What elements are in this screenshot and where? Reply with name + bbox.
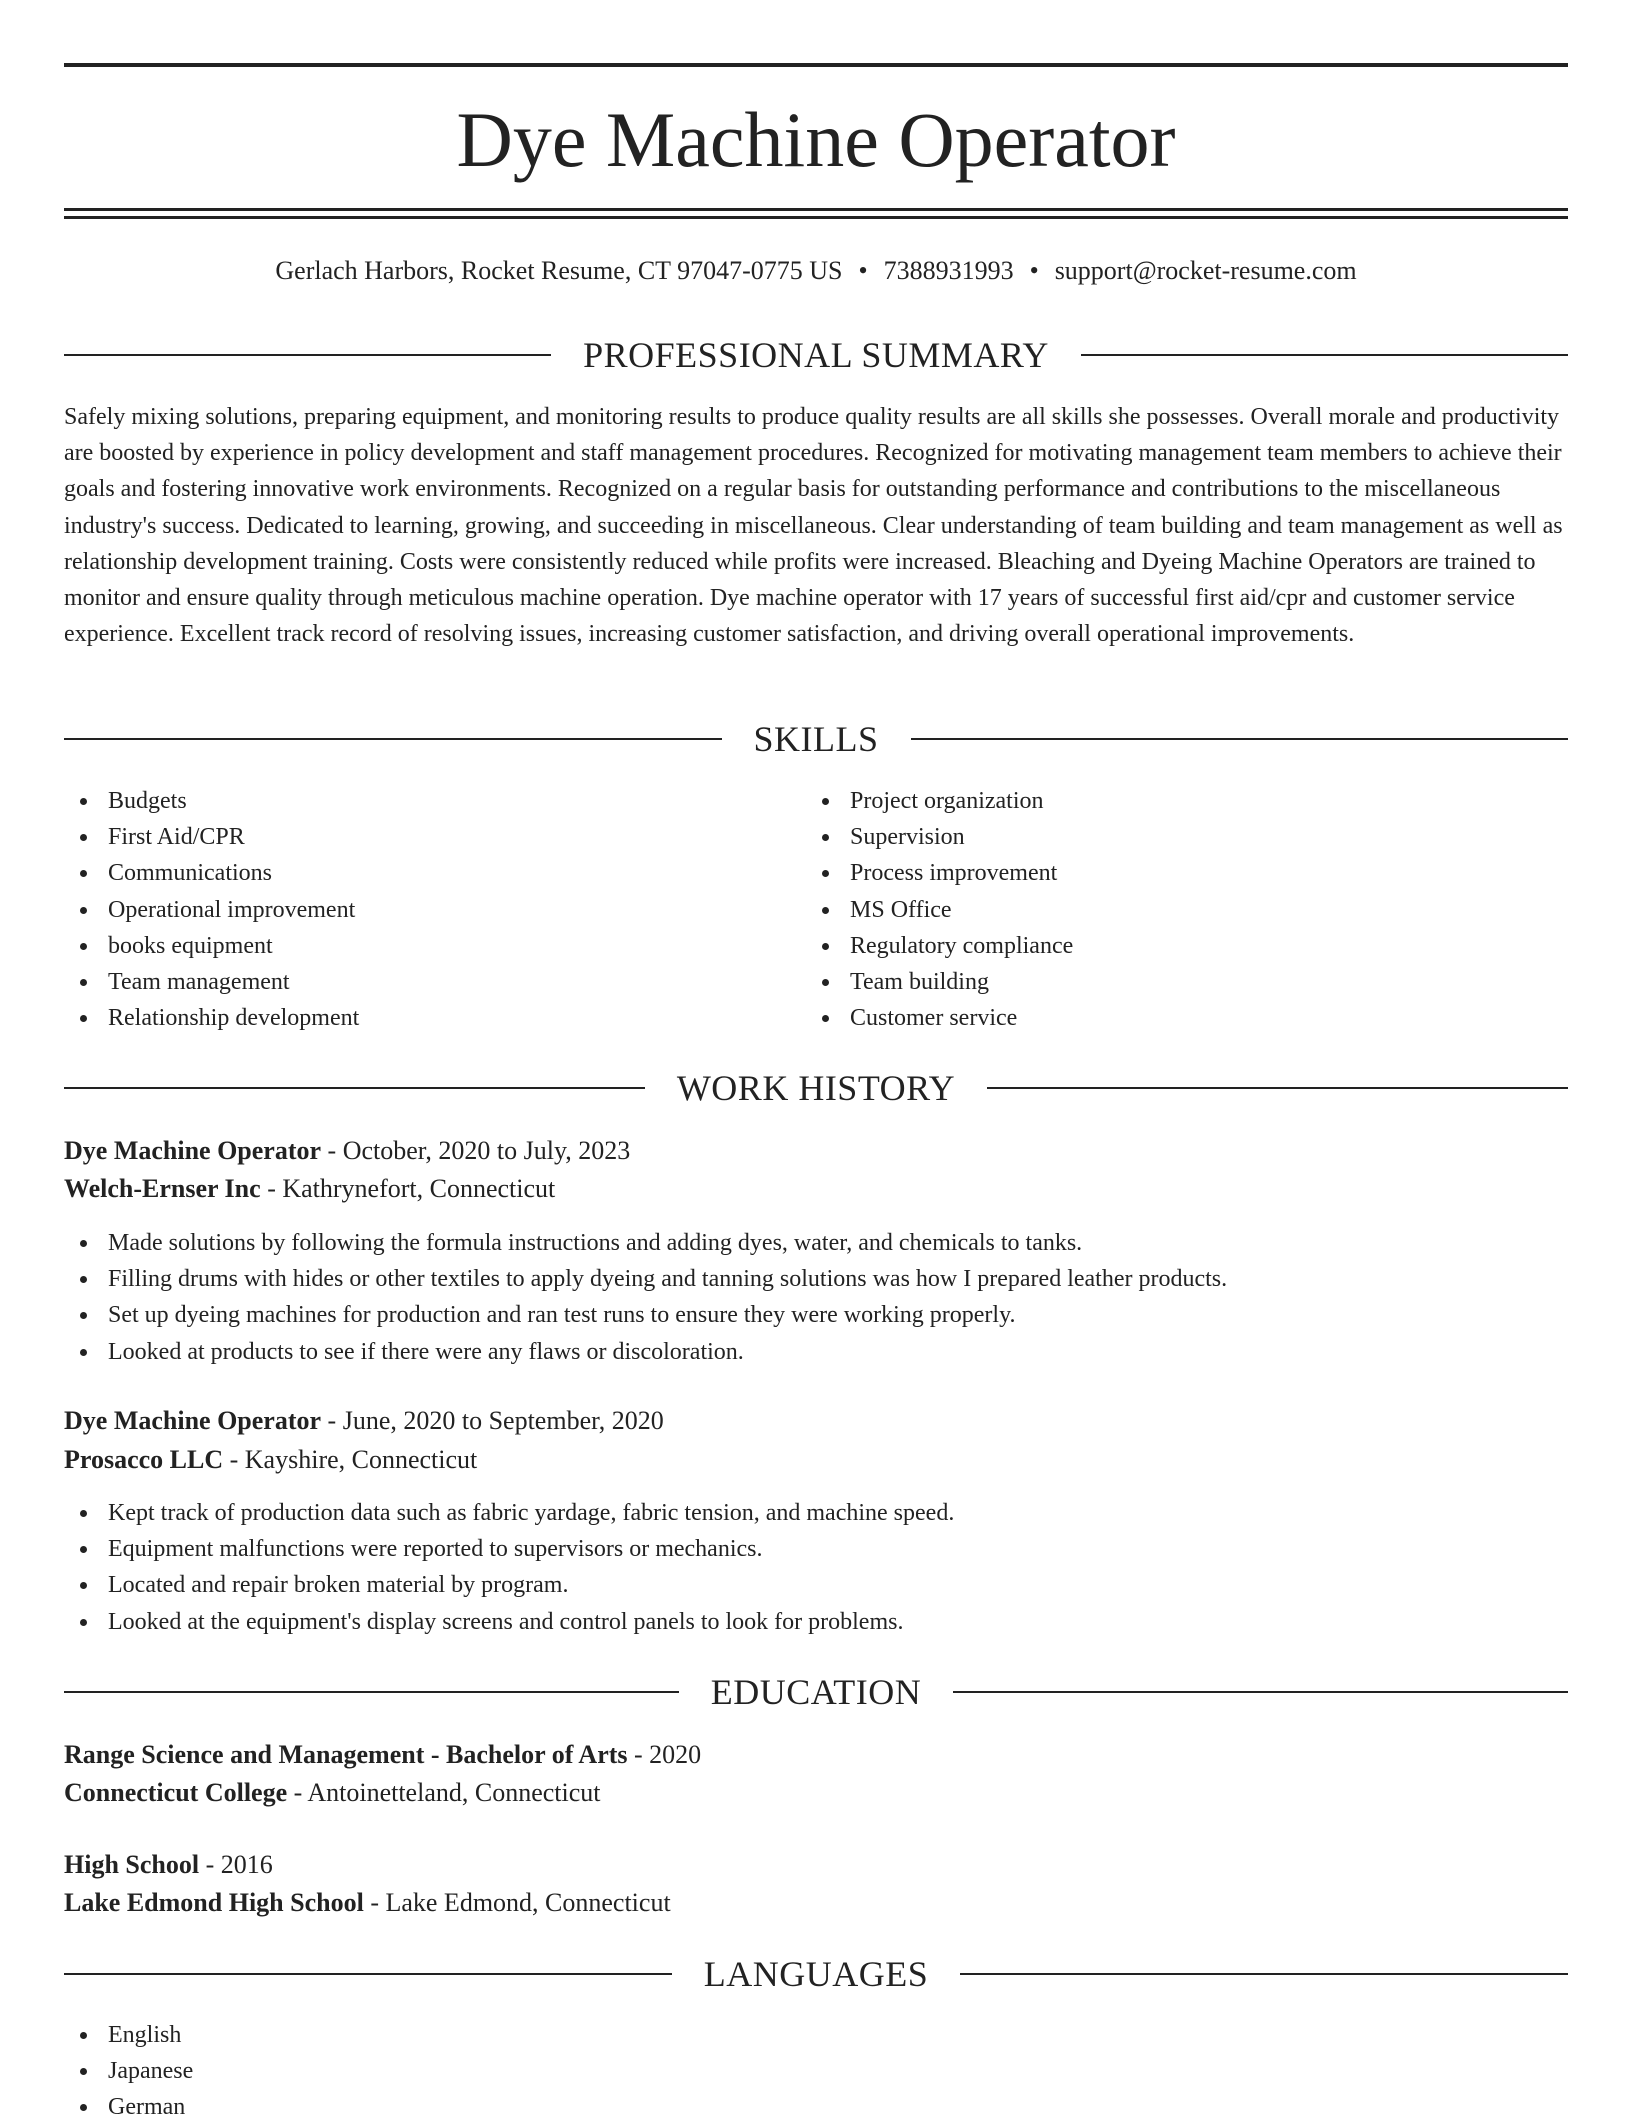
- section-title-education: EDUCATION: [710, 1672, 922, 1712]
- job-bullets: [64, 1495, 1568, 1640]
- section-rule: [1081, 354, 1568, 356]
- skill-item: Supervision: [806, 819, 1506, 855]
- job-location: - Kathrynefort, Connecticut: [260, 1174, 556, 1203]
- section-header-summary: [64, 333, 1568, 377]
- section-rule: [64, 1691, 679, 1693]
- skill-item: Project organization: [806, 783, 1506, 819]
- job-company-line: [64, 1170, 555, 1208]
- skills-list-right: [806, 783, 1506, 1036]
- job-company: Prosacco LLC: [64, 1445, 224, 1474]
- section-title-skills: SKILLS: [753, 719, 879, 759]
- section-rule: [64, 738, 722, 740]
- education-school: Lake Edmond High School: [64, 1888, 364, 1917]
- section-rule: [953, 1691, 1568, 1693]
- education-school: Connecticut College: [64, 1778, 288, 1807]
- skill-item: Budgets: [64, 783, 764, 819]
- section-header-work: [64, 1066, 1568, 1110]
- job-company: Welch-Ernser Inc: [64, 1174, 261, 1203]
- section-rule: [64, 354, 551, 356]
- education-location: - Antoinetteland, Connecticut: [287, 1778, 601, 1807]
- skill-item: Process improvement: [806, 855, 1506, 891]
- section-rule: [911, 738, 1569, 740]
- education-year: - 2020: [627, 1740, 702, 1769]
- skills-list-left: [64, 783, 764, 1036]
- section-rule: [64, 1973, 672, 1975]
- skill-item: Team management: [64, 964, 764, 1000]
- job-bullet: Made solutions by following the formula instructions and adding dyes, water, and chemicals to tanks.: [64, 1225, 1568, 1261]
- job-title-line: [64, 1132, 630, 1170]
- job-company-line: [64, 1441, 477, 1479]
- language-item: German: [64, 2089, 1568, 2125]
- section-rule: [987, 1087, 1568, 1089]
- job-location: - Kayshire, Connecticut: [223, 1445, 478, 1474]
- section-rule: [64, 1087, 645, 1089]
- section-title-summary: PROFESSIONAL SUMMARY: [583, 335, 1049, 375]
- skill-item: Team building: [806, 964, 1506, 1000]
- education-location: - Lake Edmond, Connecticut: [363, 1888, 671, 1917]
- section-header-skills: [64, 717, 1568, 761]
- job-bullet: Set up dyeing machines for production and ran test runs to ensure they were working properly.: [64, 1297, 1568, 1333]
- contact-line: [64, 254, 1568, 288]
- education-degree: High School: [64, 1850, 200, 1879]
- job-bullet: Located and repair broken material by program.: [64, 1567, 1568, 1603]
- section-rule: [960, 1973, 1568, 1975]
- job-bullet: Equipment malfunctions were reported to supervisors or mechanics.: [64, 1531, 1568, 1567]
- skill-item: Customer service: [806, 1000, 1506, 1036]
- job-title: Dye Machine Operator: [64, 1136, 322, 1165]
- section-title-languages: LANGUAGES: [703, 1954, 929, 1994]
- summary-text: Safely mixing solutions, preparing equipment, and monitoring results to produce quality results are all skills she possesses. Overall morale and productivity are boosted by experience in policy development and staff management procedures. Recognized for motivating management team members to achieve their goals and fostering innovative work environments. Recognized on a regular basis for outstanding performance and contributions to the miscellaneous industry's success. Dedicated to learning, growing, and succeeding in miscellaneous. Clear understanding of team building and team management as well as relationship development training. Costs were consistently reduced while profits were increased. Bleaching and Dyeing Machine Operators are trained to monitor and ensure quality through meticulous machine operation. Dye machine operator with 17 years of successful first aid/cpr and customer service experience. Excellent track record of resolving issues, increasing customer satisfaction, and driving overall operational improvements.: [64, 404, 1563, 648]
- skill-item: Operational improvement: [64, 892, 764, 928]
- job-bullet: Looked at products to see if there were any flaws or discoloration.: [64, 1334, 1568, 1370]
- top-rule: [64, 63, 1568, 67]
- contact-separator: •: [1029, 256, 1039, 285]
- skill-item: Relationship development: [64, 1000, 764, 1036]
- job-dates: - October, 2020 to July, 2023: [321, 1136, 631, 1165]
- job-bullets: [64, 1225, 1568, 1370]
- language-item: English: [64, 2017, 1568, 2053]
- skill-item: MS Office: [806, 892, 1506, 928]
- contact-email: support@rocket-resume.com: [1054, 256, 1357, 285]
- section-title-work: WORK HISTORY: [676, 1068, 956, 1108]
- education-year: - 2016: [199, 1850, 273, 1879]
- job-bullet: Looked at the equipment's display screens and control panels to look for problems.: [64, 1604, 1568, 1640]
- skill-item: Communications: [64, 855, 764, 891]
- education-school-line: [64, 1884, 671, 1922]
- contact-separator: •: [858, 256, 868, 285]
- job-title: Dye Machine Operator: [64, 1406, 322, 1435]
- language-item: Japanese: [64, 2053, 1568, 2089]
- contact-address: Gerlach Harbors, Rocket Resume, CT 97047-0775 US: [275, 256, 843, 285]
- skill-item: Regulatory compliance: [806, 928, 1506, 964]
- title-rule-upper: [64, 208, 1568, 211]
- section-header-languages: [64, 1952, 1568, 1996]
- job-bullet: Kept track of production data such as fabric yardage, fabric tension, and machine speed.: [64, 1495, 1568, 1531]
- section-header-education: [64, 1670, 1568, 1714]
- title-rule-lower: [64, 216, 1568, 219]
- education-degree-line: [64, 1736, 701, 1774]
- job-bullet: Filling drums with hides or other textiles to apply dyeing and tanning solutions was how I prepared leather products.: [64, 1261, 1568, 1297]
- skill-item: First Aid/CPR: [64, 819, 764, 855]
- resume-title: Dye Machine Operator: [456, 96, 1176, 183]
- skill-item: books equipment: [64, 928, 764, 964]
- education-degree: Range Science and Management - Bachelor of Arts: [64, 1740, 628, 1769]
- job-title-line: [64, 1402, 664, 1440]
- job-dates: - June, 2020 to September, 2020: [321, 1406, 664, 1435]
- languages-list: [64, 2017, 1568, 2126]
- education-school-line: [64, 1774, 601, 1812]
- education-degree-line: [64, 1846, 273, 1884]
- contact-phone: 7388931993: [883, 256, 1014, 285]
